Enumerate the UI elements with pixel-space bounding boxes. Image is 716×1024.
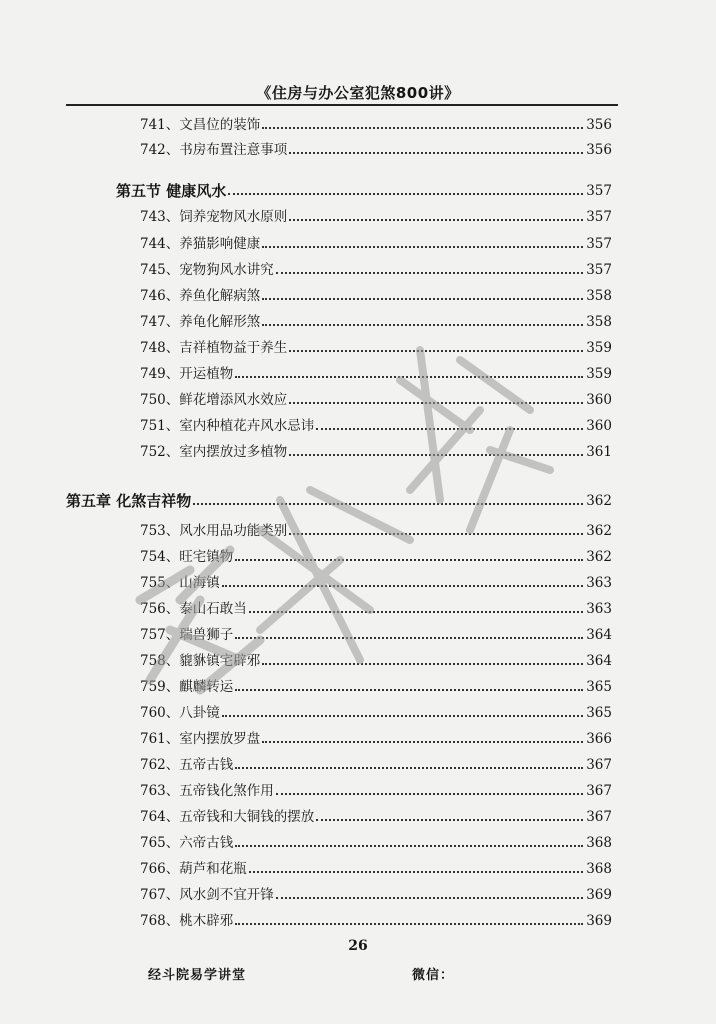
dot-leader: [235, 555, 583, 561]
toc-entry-page: 365: [586, 679, 612, 695]
toc-entry: [140, 804, 612, 826]
toc-entry-page: 363: [586, 601, 612, 617]
toc-entry-page: 368: [586, 861, 612, 877]
toc-entry-title: 室内摆放过多植物: [179, 444, 288, 460]
dot-leader: [222, 581, 583, 587]
toc-entry: [140, 596, 612, 618]
toc-chapter-heading: [66, 488, 612, 510]
toc-entry-page: 362: [586, 523, 612, 539]
toc-entry-page: 363: [586, 575, 612, 591]
toc-entry-title: 第五节 健康风水: [116, 182, 227, 200]
toc-entry-page: 369: [586, 913, 612, 929]
toc-entry-page: 358: [586, 288, 612, 304]
toc-entry-page: 369: [586, 887, 612, 903]
toc-entry: [140, 778, 612, 800]
toc-entry-page: 357: [586, 209, 612, 225]
toc-entry-number: 765、: [140, 835, 180, 851]
toc-entry-page: 362: [586, 549, 612, 565]
toc-entry-title: 养鱼化解病煞: [179, 288, 261, 304]
dot-leader: [262, 659, 583, 665]
toc-entry-page: 366: [586, 731, 612, 747]
dot-leader: [289, 450, 583, 456]
toc-entry-number: 742、: [140, 142, 180, 158]
toc-entry-number: 756、: [140, 601, 180, 617]
toc-entry: [140, 518, 612, 540]
dot-leader: [289, 346, 583, 352]
toc-entry-title: 五帝钱和大铜钱的摆放: [179, 809, 315, 825]
toc-entry: [140, 283, 612, 305]
book-title: 《住房与办公室犯煞800讲》: [256, 84, 460, 102]
toc-entry-number: 768、: [140, 913, 180, 929]
dot-leader: [262, 294, 583, 300]
toc-entry-page: 367: [586, 809, 612, 825]
toc-entry: [140, 439, 612, 461]
toc-entry-page: 367: [586, 757, 612, 773]
toc-entry-page: 360: [586, 392, 612, 408]
toc-entry-number: 760、: [140, 705, 180, 721]
toc-entry: [140, 335, 612, 357]
toc-entry: [140, 882, 612, 904]
toc-entry-page: 359: [586, 366, 612, 382]
toc-entry-title: 宠物狗风水讲究: [179, 262, 274, 278]
dot-leader: [316, 424, 583, 430]
toc-entry-page: 364: [586, 653, 612, 669]
toc-entry-title: 六帝古钱: [179, 835, 234, 851]
toc-entry-number: 766、: [140, 861, 180, 877]
toc-entry-number: 758、: [140, 653, 180, 669]
toc-entry-number: 746、: [140, 288, 180, 304]
toc-entry-number: 757、: [140, 627, 180, 643]
toc-entry-title: 貔貅镇宅辟邪: [179, 653, 261, 669]
toc-entry-number: 750、: [140, 392, 180, 408]
toc-entry-number: 759、: [140, 679, 180, 695]
toc-entry-title: 八卦镜: [179, 705, 220, 721]
toc-entry: [140, 752, 612, 774]
toc-entry-page: 356: [586, 142, 612, 158]
toc-entry-number: 748、: [140, 340, 180, 356]
toc-entry-number: 743、: [140, 209, 180, 225]
toc-entry-title: 室内种植花卉风水忌讳: [179, 418, 315, 434]
toc-entry-number: 744、: [140, 236, 180, 252]
toc-entry-number: 753、: [140, 523, 180, 539]
toc-entry-title: 第五章 化煞吉祥物: [66, 492, 192, 510]
toc-entry-page: 358: [586, 314, 612, 330]
toc-entry: [140, 112, 612, 134]
footer-publisher: 经斗院易学讲堂: [148, 968, 247, 983]
dot-leader: [235, 372, 583, 378]
dot-leader: [289, 148, 583, 154]
dot-leader: [262, 320, 583, 326]
dot-leader: [276, 268, 583, 274]
dot-leader: [222, 711, 583, 717]
dot-leader: [276, 893, 583, 899]
toc-entry-title: 开运植物: [179, 366, 234, 382]
toc-entry-title: 饲养宠物风水原则: [179, 209, 288, 225]
toc-entry-title: 麒麟转运: [179, 679, 234, 695]
toc-entry-number: 745、: [140, 262, 180, 278]
toc-entry: [140, 622, 612, 644]
toc-entry: [140, 257, 612, 279]
toc-entry-title: 风水剑不宜开锋: [179, 887, 274, 903]
toc-entry-title: 旺宅镇物: [179, 549, 234, 565]
toc-entry-title: 桃木辟邪: [179, 913, 234, 929]
toc-entry-title: 山海镇: [179, 575, 220, 591]
toc-entry: [140, 726, 612, 748]
footer-wechat-label: 微信：: [412, 968, 455, 983]
dot-leader: [235, 685, 583, 691]
toc-entry-title: 五帝钱化煞作用: [179, 783, 274, 799]
toc-entry: [140, 570, 612, 592]
toc-entry-title: 鲜花增添风水效应: [179, 392, 288, 408]
toc-entry-title: 养龟化解形煞: [179, 314, 261, 330]
toc-entry: [140, 674, 612, 696]
toc-entry: [140, 544, 612, 566]
toc-entry-title: 室内摆放罗盘: [179, 731, 261, 747]
dot-leader: [249, 867, 583, 873]
toc-entry-page: 361: [586, 444, 612, 460]
toc-section-heading: [116, 178, 612, 200]
page-number: 26: [348, 938, 368, 954]
toc-entry-page: 359: [586, 340, 612, 356]
toc-entry-title: 吉祥植物益于养生: [179, 340, 288, 356]
toc-entry-number: 749、: [140, 366, 180, 382]
toc-entry-title: 五帝古钱: [179, 757, 234, 773]
toc-entry-number: 762、: [140, 757, 180, 773]
toc-entry-number: 761、: [140, 731, 180, 747]
toc-entry-page: 368: [586, 835, 612, 851]
dot-leader: [289, 215, 583, 221]
toc-entry-number: 752、: [140, 444, 180, 460]
dot-leader: [289, 529, 583, 535]
toc-entry-page: 357: [586, 183, 612, 199]
toc-entry: [140, 648, 612, 670]
toc-entry-page: 362: [586, 493, 612, 509]
dot-leader: [235, 919, 583, 925]
toc-entry: [140, 856, 612, 878]
toc-entry: [140, 231, 612, 253]
toc-entry-number: 755、: [140, 575, 180, 591]
toc-entry: [140, 361, 612, 383]
dot-leader: [262, 123, 583, 129]
toc-entry-title: 瑞兽狮子: [179, 627, 234, 643]
dot-leader: [316, 815, 583, 821]
toc-entry-title: 文昌位的装饰: [179, 117, 261, 133]
toc-entry-page: 357: [586, 262, 612, 278]
toc-entry-number: 747、: [140, 314, 180, 330]
toc-entry: [140, 204, 612, 226]
dot-leader: [235, 633, 583, 639]
toc-entry-number: 767、: [140, 887, 180, 903]
toc-entry-number: 741、: [140, 117, 180, 133]
dot-leader: [289, 398, 583, 404]
toc-entry: [140, 908, 612, 930]
toc-entry-title: 风水用品功能类别: [179, 523, 288, 539]
dot-leader: [235, 763, 583, 769]
toc-entry-page: 364: [586, 627, 612, 643]
toc-entry: [140, 700, 612, 722]
toc-entry: [140, 309, 612, 331]
toc-entry: [140, 137, 612, 159]
toc-entry-page: 357: [586, 236, 612, 252]
toc-entry-title: 书房布置注意事项: [179, 142, 288, 158]
dot-leader: [276, 789, 583, 795]
dot-leader: [249, 607, 583, 613]
toc-entry-title: 泰山石敢当: [179, 601, 247, 617]
toc-entry-page: 367: [586, 783, 612, 799]
toc-entry-number: 751、: [140, 418, 180, 434]
dot-leader: [262, 737, 583, 743]
dot-leader: [262, 242, 583, 248]
toc-entry: [140, 387, 612, 409]
toc-entry-title: 养猫影响健康: [179, 236, 261, 252]
toc-entry-number: 763、: [140, 783, 180, 799]
toc-entry-page: 356: [586, 117, 612, 133]
dot-leader: [193, 499, 583, 505]
toc-entry-number: 764、: [140, 809, 180, 825]
toc-entry-title: 葫芦和花瓶: [179, 861, 247, 877]
toc-entry: [140, 830, 612, 852]
toc-entry-page: 365: [586, 705, 612, 721]
toc-entry-page: 360: [586, 418, 612, 434]
toc-entry-number: 754、: [140, 549, 180, 565]
dot-leader: [235, 841, 583, 847]
dot-leader: [228, 189, 583, 195]
toc-entry: [140, 413, 612, 435]
